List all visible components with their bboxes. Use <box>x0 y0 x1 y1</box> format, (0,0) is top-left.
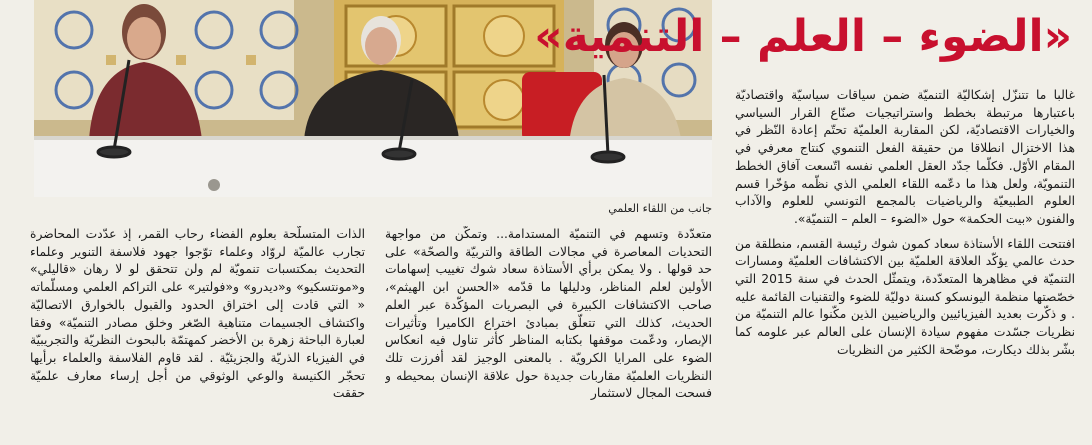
article-column-left <box>30 226 365 445</box>
paragraph: الذات المتسلّحة بعلوم الفضاء رحاب القمر، إذ عدّدت المحاضرة تجارب عالميّة لروّاد وعلماء توّجوا جهود فلاسفة التنوير وعلماء التحديث بمكتسبات تنمويّة لم ولن تتحقق لو لا رهان «قاليلي» و«مونتسكيو» و«ديدرو» و«فولتير» على التراكم العلمي ومسلّماته « التي قادت إلى اختراق الحدود والقبول بالخوارق الاتصاليّة واكتشاف الجسيمات متناهية الصّغر وخلق مصادر التنميّة» وفقا لعبارة الباحثة زهرة بن الأخضر كمهتمّة بالبحوث النظريّة والتجريبيّة في الفيزياء الذريّة والجزيئيّة . لقد قاوم الفلاسفة والعلماء برأيها تحجّر الكنيسة والوعي الوثوقي من أجل إرساء معارف علميّة حققت <box>30 227 365 401</box>
article-headline: «الضوء – العلم – التنمية» <box>534 11 1072 62</box>
photo-caption: جانب من اللقاء العلمي <box>608 202 712 215</box>
article-column-middle <box>385 226 712 445</box>
article-column-right <box>735 87 1075 445</box>
paragraph: غالبا ما تتنزّل إشكاليّة التنميّة ضمن سياقات سياسيّة واقتصاديّة باعتبارها مرتبطة بخطط واستراتيجيات صنّاع القرار السياسي والخيارات الاقتصاديّة، لكن المقاربة العلميّة تحتّم إعادة النّظر في هذا الاختزال انطلاقا من حقيقة الفعل التنموي كنتاج معرفي في المقام الأوّل. فكلّما جدّد العقل العلمي نفسه اتّسعت آفاق الخطط التنمويّة، ولعل هذا ما دعّمه اللقاء العلمي الذي نظّمه مؤخّرا قسم العلوم الطبيعيّة والرياضيات بالمجمع التونسي للعلوم والآداب والفنون «بيت الحكمة» حول «الضوء – العلم – التنميّة». <box>735 88 1075 226</box>
paragraph: افتتحت اللقاء الأستاذة سعاد كمون شوك رئيسة القسم، منطلقة من حدث عالمي يؤكّد العلاقة العلميّة بين الاكتشافات العلميّة ومسارات التنميّة في مظاهرها المتعدّدة، ويتمثّل الحدث في سنة 2015 التي خصّصتها منظمة اليونسكو كسنة دوليّة للضوء والتقنيات القائمة عليه . و ذكّرت بعديد الفيزيائيين والرياضيين الذين مكّنوا عالم التنميّة من نظريات جسّدت مفهوم سيادة الإنسان على العالم عبر علومه كما بشّر بذلك ديكارت، موضّحة الكثير من النظريات <box>735 236 1075 357</box>
paragraph: متعدّدة وتسهم في التنميّة المستدامة... وتمكّن من مواجهة التحديات المعاصرة في مجالات الطاقة والتربيّة والصحّة» على حد قولها . ولا يمكن برأي الأستاذة سعاد شوك تغييب إسهامات الأولين لعلم المناظر، ودليلها ما قدّمه «الحسن ابن الهيثم»، صاحب الاكتشافات الكبيرة في البصريات المؤكّدة عبر العلم الحديث، كذلك التي تتعلّق بمبادئ اختراع الكاميرا وتأثيرات الإبصار، ودعّمت موقفها بكتابه المناظر كأثر تناول فيه انعكاس الضوء على المرايا الكرويّة . بالمعنى الوجيز لقد أفرزت تلك النظريات العلميّة مقاربات جديدة حول علاقة الإنسان بمحيطه و فسحت المجال لاستثمار <box>385 227 712 401</box>
